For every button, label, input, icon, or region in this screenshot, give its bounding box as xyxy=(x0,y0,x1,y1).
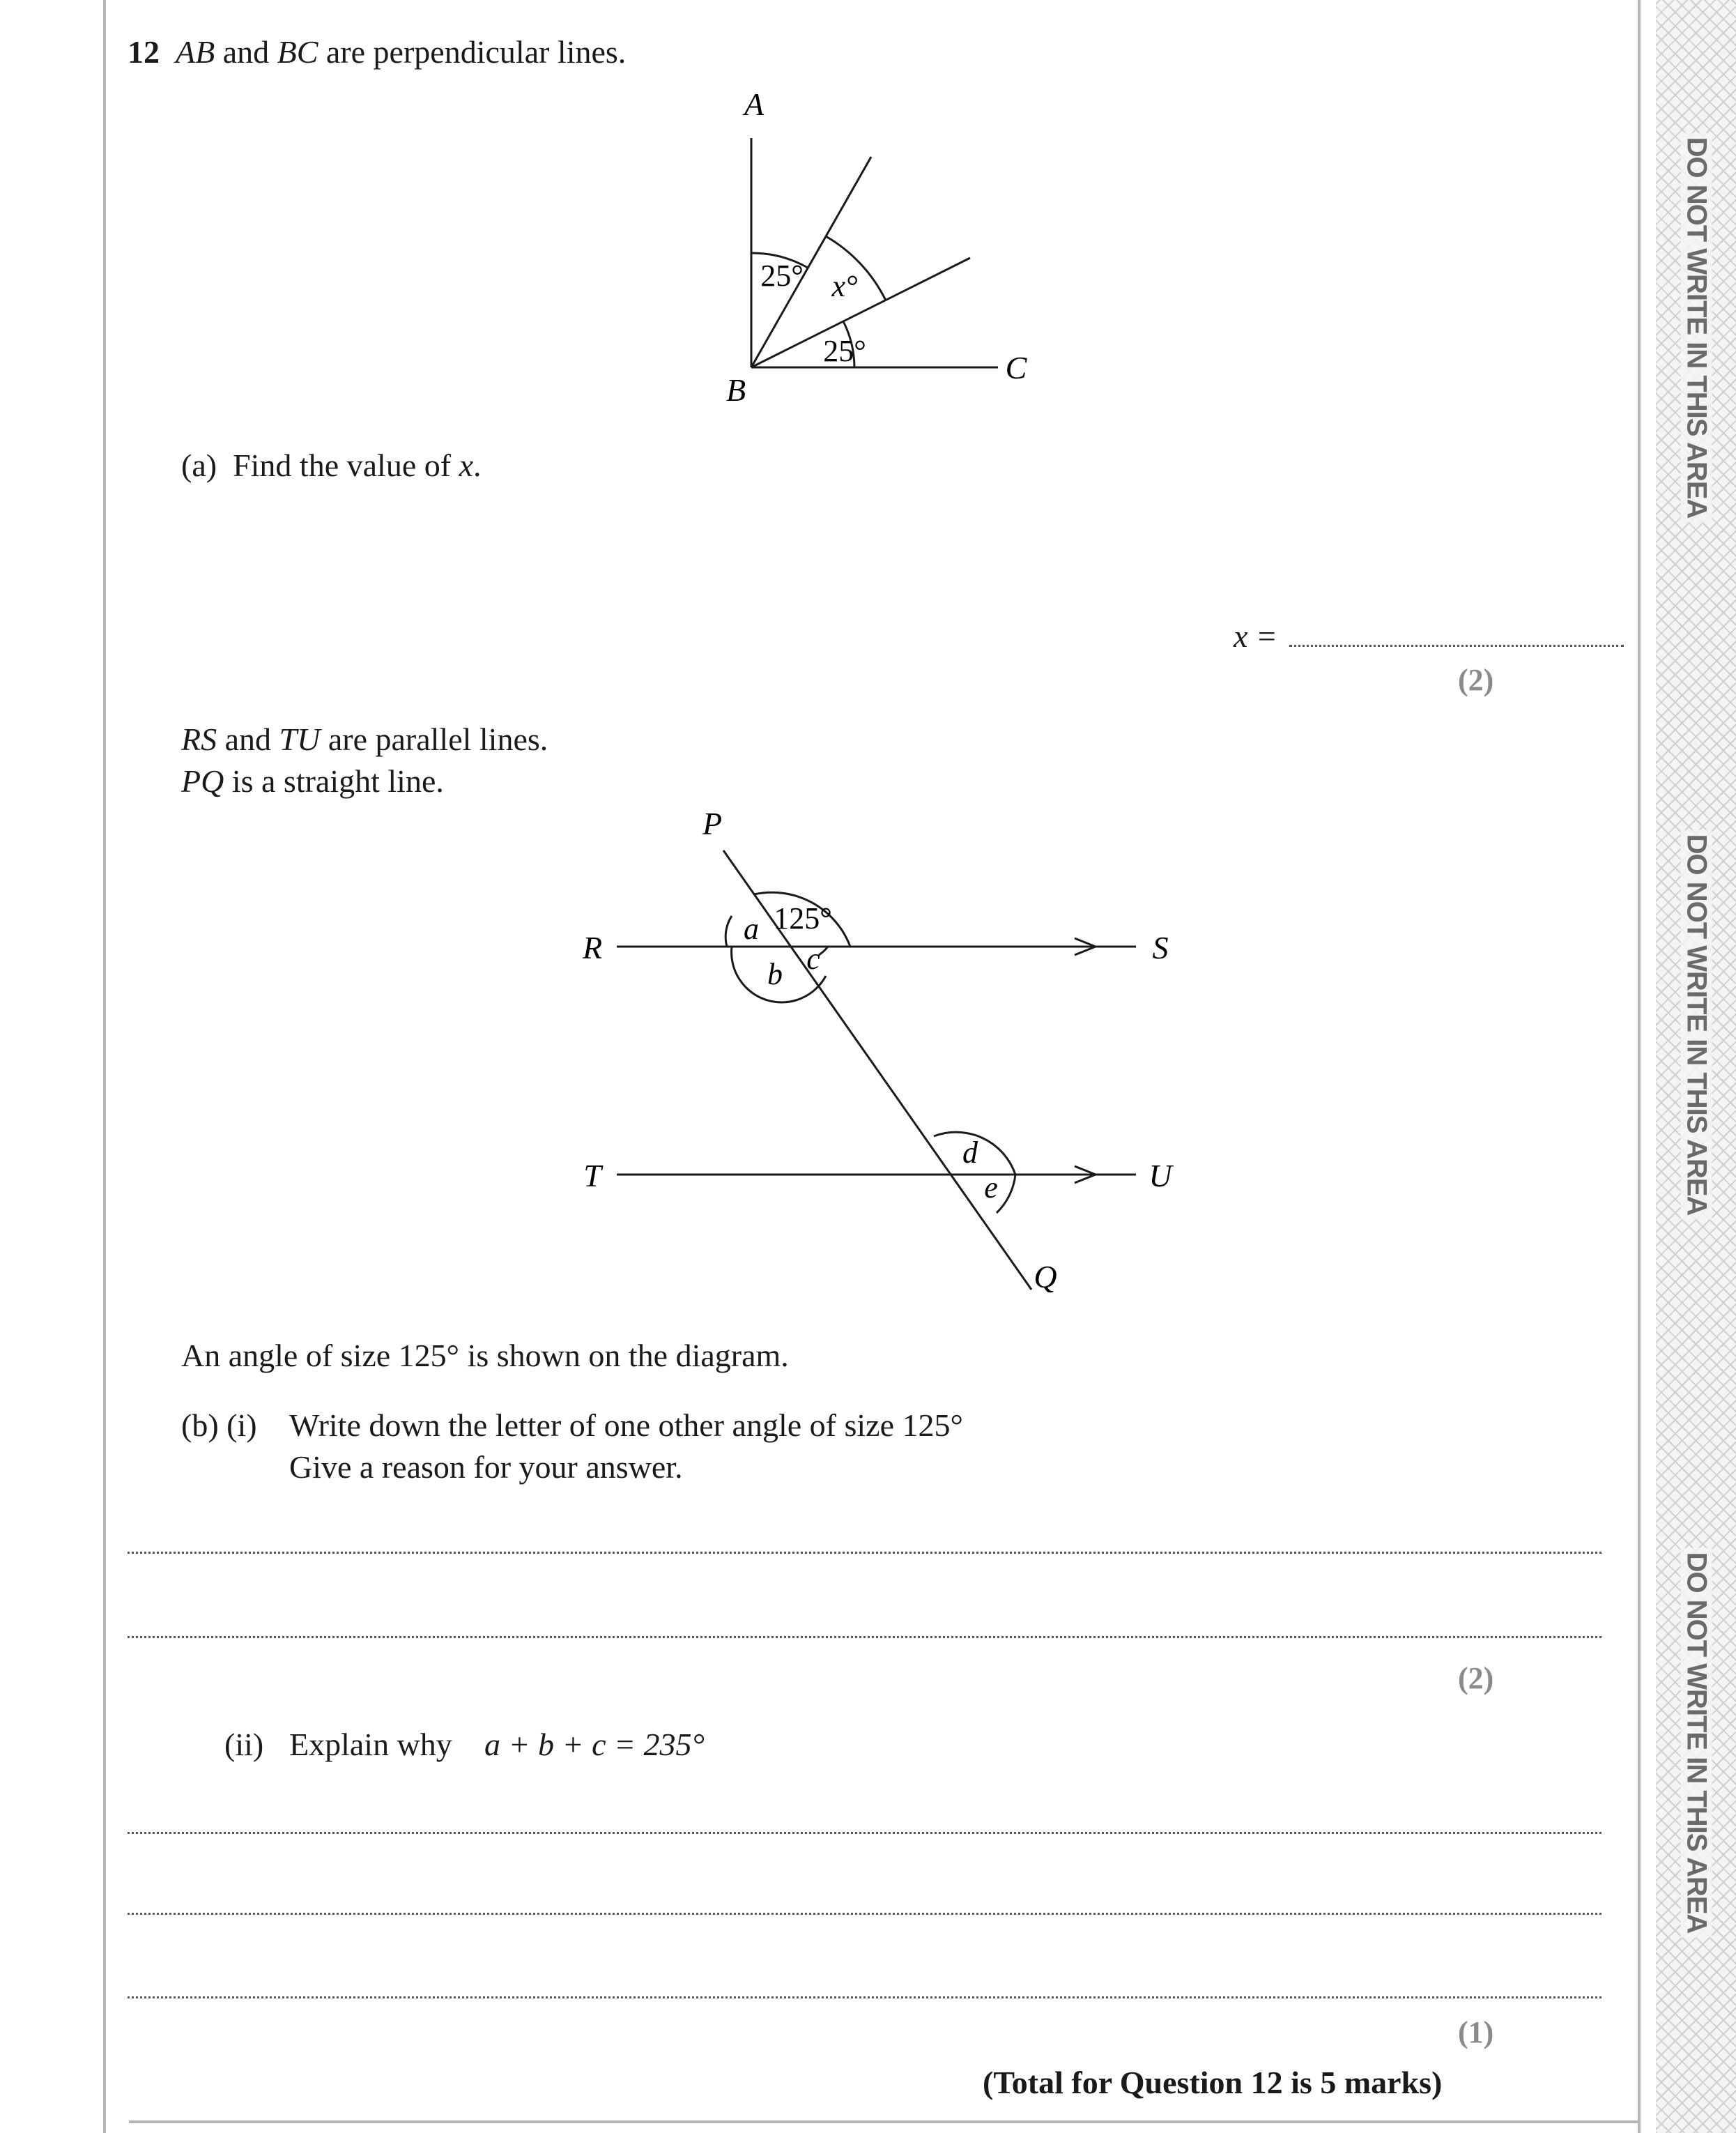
parallel-line-1 xyxy=(181,721,548,757)
line-ab-label: AB xyxy=(176,34,215,70)
part-b-i-label: (b) (i) xyxy=(181,1407,257,1443)
perpendicular-diagram xyxy=(0,0,1736,488)
part-b-i-answer-line-1[interactable] xyxy=(128,1552,1601,1554)
label-a: A xyxy=(744,86,765,122)
arc-e xyxy=(997,1175,1015,1213)
label-t: T xyxy=(583,1158,601,1193)
part-a-text: Find the value of xyxy=(233,448,459,483)
label-u: U xyxy=(1149,1158,1172,1193)
label-q: Q xyxy=(1034,1259,1057,1294)
part-b-ii-marks: (1) xyxy=(1458,2015,1494,2049)
part-b-ii-label: (ii) xyxy=(224,1727,264,1762)
part-a-var: x xyxy=(459,448,473,483)
label-p: P xyxy=(702,806,723,841)
part-b-i-marks: (2) xyxy=(1458,1661,1494,1695)
question-total-marks: (Total for Question 12 is 5 marks) xyxy=(983,2065,1443,2100)
parallel-lines-diagram xyxy=(0,802,1736,1324)
part-a-post: . xyxy=(473,448,482,483)
part-b-ii-answer-line-1[interactable] xyxy=(128,1832,1601,1834)
line-bc-label: BC xyxy=(277,34,318,70)
intro-and: and xyxy=(215,34,277,70)
answer-x-line[interactable] xyxy=(1289,645,1624,647)
parallel-and: and xyxy=(217,721,279,757)
angle-label-x: x° xyxy=(831,269,858,303)
arc-a xyxy=(725,916,732,947)
angle-label-125: 125° xyxy=(774,901,832,935)
part-b-i-line2: Give a reason for your answer. xyxy=(289,1449,683,1485)
label-s: S xyxy=(1152,930,1169,965)
question-number: 12 xyxy=(128,34,160,70)
answer-x-label: x = xyxy=(1234,618,1277,654)
do-not-write-label-top: DO NOT WRITE IN THIS AREA xyxy=(1681,133,1712,523)
angle-label-e: e xyxy=(984,1170,998,1205)
arc-c xyxy=(819,947,828,955)
bottom-margin-line xyxy=(129,2120,1638,2123)
part-b-i-answer-line-2[interactable] xyxy=(128,1636,1601,1638)
intro-rest: are perpendicular lines. xyxy=(318,34,627,70)
part-b-ii-answer-line-3[interactable] xyxy=(128,1996,1601,1998)
angle-shown-statement: An angle of size 125° is shown on the diagram. xyxy=(181,1338,789,1373)
angle-label-top-25: 25° xyxy=(760,259,804,293)
angle-label-c: c xyxy=(806,942,820,976)
label-b: B xyxy=(725,372,746,408)
angle-label-b: b xyxy=(767,957,783,991)
line-pq-label: PQ xyxy=(181,763,224,799)
part-a-label: (a) xyxy=(181,448,217,483)
label-c: C xyxy=(1005,350,1027,385)
line-pq xyxy=(723,850,1031,1290)
angle-label-d: d xyxy=(962,1136,978,1170)
do-not-write-label-middle: DO NOT WRITE IN THIS AREA xyxy=(1681,830,1712,1220)
part-a-marks: (2) xyxy=(1458,663,1494,697)
line-tu-label: TU xyxy=(279,721,321,757)
part-b-ii-answer-line-2[interactable] xyxy=(128,1913,1601,1915)
label-r: R xyxy=(582,930,603,965)
angle-label-bottom-25: 25° xyxy=(823,334,866,368)
do-not-write-label-bottom: DO NOT WRITE IN THIS AREA xyxy=(1681,1548,1712,1938)
line-rs-label: RS xyxy=(181,721,217,757)
part-a-question xyxy=(181,450,481,482)
parallel-rest: are parallel lines. xyxy=(320,721,548,757)
part-b-ii-text: Explain why xyxy=(289,1727,452,1762)
angle-label-a: a xyxy=(744,912,759,946)
part-b-ii-expression: a + b + c = 235° xyxy=(484,1727,705,1762)
part-b-i-line1: Write down the letter of one other angle of size 125° xyxy=(289,1407,963,1443)
straight-rest: is a straight line. xyxy=(224,763,444,799)
parallel-line-2 xyxy=(181,765,444,797)
